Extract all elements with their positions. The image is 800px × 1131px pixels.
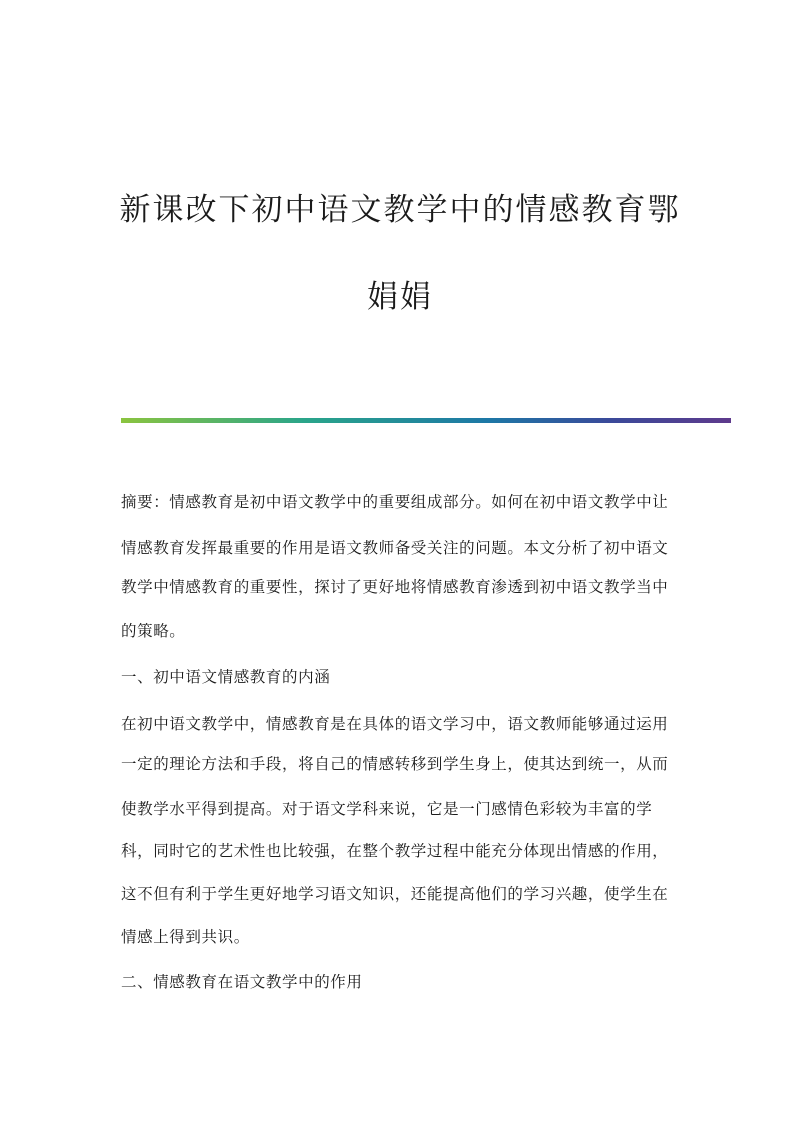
abstract-line-3: 教学中情感教育的重要性，探讨了更好地将情感教育渗透到初中语文教学当中 [121,578,669,596]
section-heading-2: 二、情感教育在语文教学中的作用 [121,973,363,991]
paragraph-line-1: 在初中语文教学中，情感教育是在具体的语文学习中，语文教师能够通过运用 [121,715,669,733]
document-title-line-2: 娟娟 [367,279,433,315]
abstract-line-4: 的策略。 [121,622,186,640]
abstract-line-1: 摘要：情感教育是初中语文教学中的重要组成部分。如何在初中语文教学中让 [121,493,669,511]
section-heading-1: 一、初中语文情感教育的内涵 [121,668,331,686]
abstract-line-2: 情感教育发挥最重要的作用是语文教师备受关注的问题。本文分析了初中语文 [121,539,669,557]
paragraph-line-3: 使教学水平得到提高。对于语文学科来说，它是一门感情色彩较为丰富的学 [121,800,653,818]
paragraph-line-4: 科，同时它的艺术性也比较强，在整个教学过程中能充分体现出情感的作用， [121,842,669,860]
paragraph-line-6: 情感上得到共识。 [121,928,250,946]
paragraph-line-2: 一定的理论方法和手段，将自己的情感转移到学生身上，使其达到统一，从而 [121,755,669,773]
document-title-line-1: 新课改下初中语文教学中的情感教育鄂 [119,192,681,228]
paragraph-line-5: 这不但有利于学生更好地学习语文知识，还能提高他们的学习兴趣，使学生在 [121,885,669,903]
gradient-divider [121,418,731,423]
